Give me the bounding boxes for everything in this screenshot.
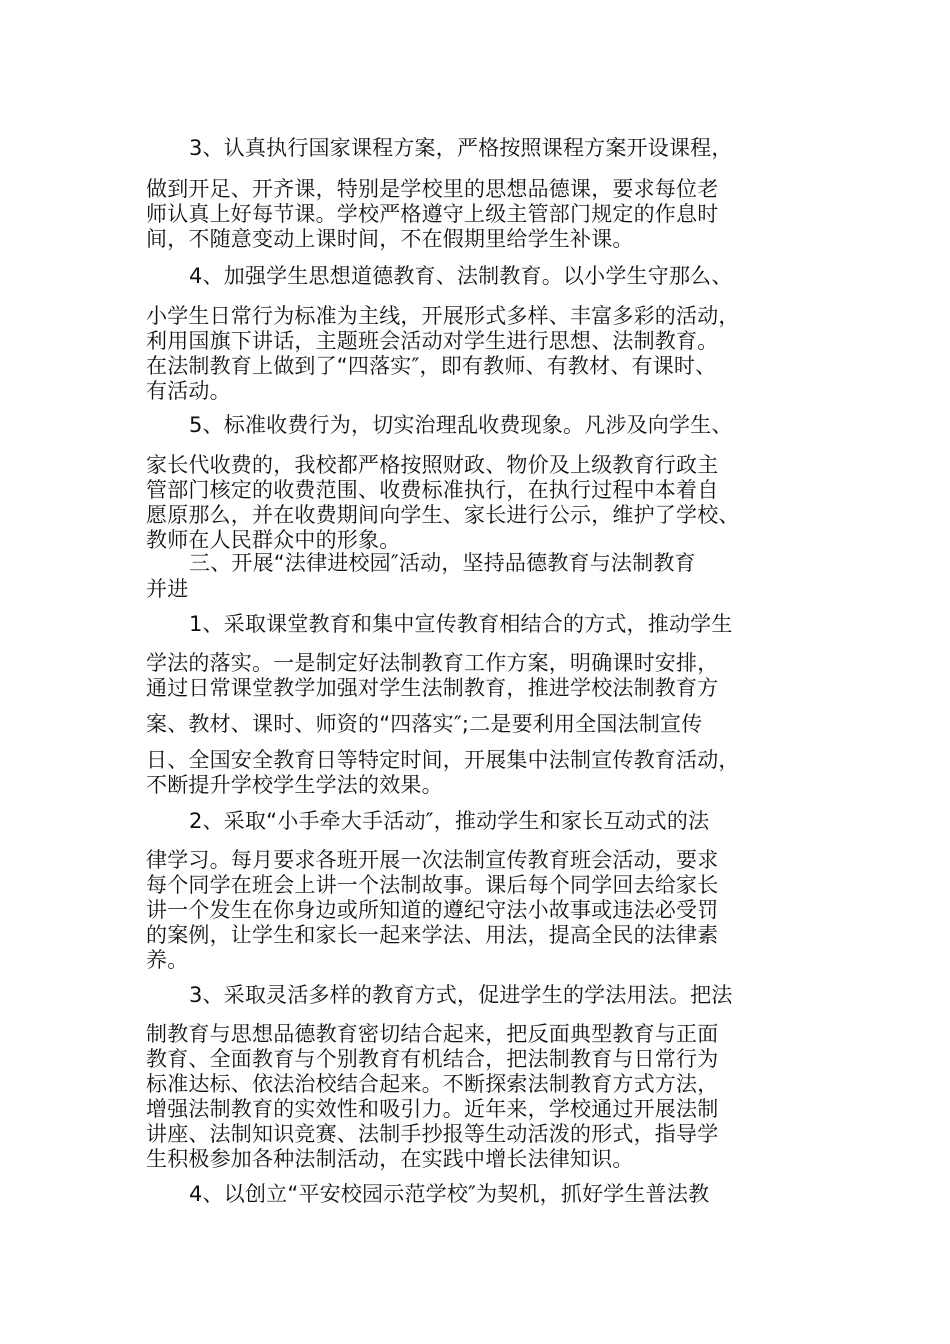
text-line: 讲一个发生在你身边或所知道的遵纪守法小故事或违法必受罚 <box>146 898 719 922</box>
text-line: 有活动。 <box>146 379 231 403</box>
text-line: 愿原那么，并在收费期间向学生、家长进行公示，维护了学校、 <box>146 503 740 527</box>
text-line: 制教育与思想品德教育密切结合起来，把反面典型教育与正面 <box>146 1022 719 1046</box>
text-line: 管部门核定的收费范围、收费标准执行，在执行过程中本着自 <box>146 478 719 502</box>
text-line: 3、采取灵活多样的教育方式，促进学生的学法用法。把法 <box>189 983 733 1007</box>
text-line: 家长代收费的，我校都严格按照财政、物价及上级教育行政主 <box>146 453 719 477</box>
text-line: 小学生日常行为标准为主线，开展形式多样、丰富多彩的活动， <box>146 304 740 328</box>
section-heading: 三、开展“法律进校园″活动，坚持品德教育与法制教育 <box>189 551 696 575</box>
text-line: 讲座、法制知识竞赛、法制手抄报等生动活泼的形式，指导学 <box>146 1122 719 1146</box>
text-line: 学法的落实。一是制定好法制教育工作方案，明确课时安排， <box>146 651 719 675</box>
text-line: 的案例，让学生和家长一起来学法、用法，提高全民的法律素 <box>146 923 719 947</box>
text-line: 教师在人民群众中的形象。 <box>146 528 401 552</box>
section-heading: 并进 <box>146 577 189 601</box>
text-line: 在法制教育上做到了“四落实″，即有教师、有教材、有课时、 <box>146 354 717 378</box>
text-line: 案、教材、课时、师资的“四落实″;二是要利用全国法制宣传 <box>146 712 703 736</box>
text-line: 师认真上好每节课。学校严格遵守上级主管部门规定的作息时 <box>146 202 719 226</box>
text-line: 律学习。每月要求各班开展一次法制宣传教育班会活动，要求 <box>146 848 719 872</box>
text-line: 做到开足、开齐课，特别是学校里的思想品德课，要求每位老 <box>146 177 719 201</box>
text-line: 不断提升学校学生学法的效果。 <box>146 773 443 797</box>
text-line: 养。 <box>146 948 189 972</box>
text-line: 1、采取课堂教育和集中宣传教育相结合的方式，推动学生 <box>189 612 733 636</box>
text-line: 教育、全面教育与个别教育有机结合，把法制教育与日常行为 <box>146 1047 719 1071</box>
text-line: 间，不随意变动上课时间，不在假期里给学生补课。 <box>146 227 634 251</box>
text-line: 利用国旗下讲话，主题班会活动对学生进行思想、法制教育。 <box>146 329 719 353</box>
text-line: 标准达标、依法治校结合起来。不断探索法制教育方式方法， <box>146 1072 719 1096</box>
text-line: 4、以创立“平安校园示范学校″为契机，抓好学生普法教 <box>189 1182 710 1206</box>
text-line: 5、标准收费行为，切实治理乱收费现象。凡涉及向学生、 <box>189 413 733 437</box>
text-line: 日、全国安全教育日等特定时间，开展集中法制宣传教育活动， <box>146 748 740 772</box>
text-line: 2、采取“小手牵大手活动″，推动学生和家长互动式的法 <box>189 809 710 833</box>
text-line: 生积极参加各种法制活动，在实践中增长法律知识。 <box>146 1147 634 1171</box>
text-line: 增强法制教育的实效性和吸引力。近年来，学校通过开展法制 <box>146 1097 719 1121</box>
text-line: 每个同学在班会上讲一个法制故事。课后每个同学回去给家长 <box>146 873 719 897</box>
text-line: 通过日常课堂教学加强对学生法制教育，推进学校法制教育方 <box>146 676 719 700</box>
text-line: 4、加强学生思想道德教育、法制教育。以小学生守那么、 <box>189 264 733 288</box>
text-line: 3、认真执行国家课程方案，严格按照课程方案开设课程， <box>189 136 733 160</box>
